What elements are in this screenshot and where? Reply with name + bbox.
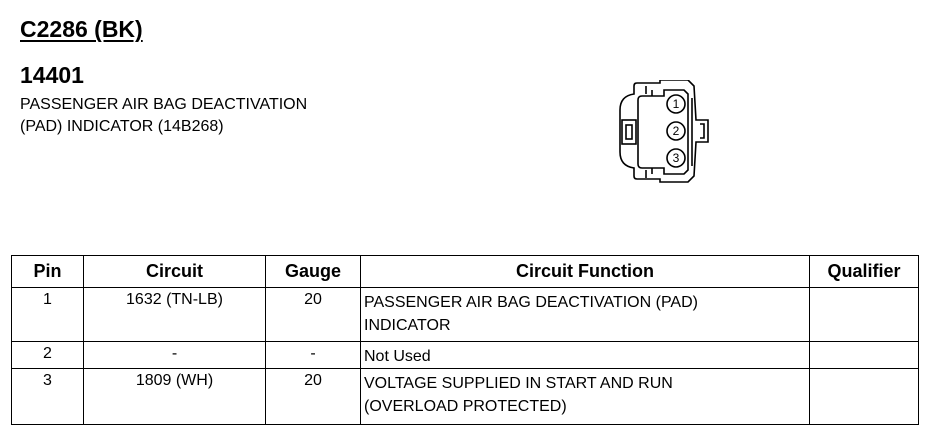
qualifier-cell	[810, 342, 919, 369]
function-line2: INDICATOR	[364, 317, 451, 334]
function-cell	[361, 369, 810, 425]
header-gauge: Gauge	[266, 256, 361, 288]
pin-3-label: 3	[672, 151, 680, 165]
header-circuit-function: Circuit Function	[361, 256, 810, 288]
connector-latch	[622, 120, 636, 144]
component-description-line2: (PAD) INDICATOR (14B268)	[20, 118, 224, 135]
gauge-cell: 20	[266, 369, 361, 425]
pin-table	[11, 255, 919, 425]
qualifier-cell	[810, 288, 919, 342]
table-row	[12, 342, 919, 369]
header-pin: Pin	[12, 256, 84, 288]
gauge-cell: 20	[266, 288, 361, 342]
function-cell	[361, 288, 810, 342]
qualifier-cell	[810, 369, 919, 425]
component-description-line1: PASSENGER AIR BAG DEACTIVATION	[20, 96, 308, 113]
connector-latch-inner	[626, 125, 632, 139]
pin-cell: 2	[12, 342, 84, 369]
connector-cavity	[638, 90, 688, 174]
table-header-row	[12, 256, 919, 288]
function-line2: (OVERLOAD PROTECTED)	[364, 398, 567, 415]
function-line1: PASSENGER AIR BAG DEACTIVATION (PAD)	[364, 294, 698, 311]
header-qualifier: Qualifier	[810, 256, 919, 288]
pin-2-label: 2	[672, 124, 680, 138]
pin-cell: 1	[12, 288, 84, 342]
circuit-cell: -	[84, 342, 266, 369]
gauge-cell: -	[266, 342, 361, 369]
table-row	[12, 288, 919, 342]
function-cell	[361, 342, 810, 369]
pin-1-label: 1	[672, 97, 680, 111]
function-line1: Not Used	[364, 348, 431, 365]
connector-id: C2286 (BK)	[20, 16, 143, 42]
table-row	[12, 369, 919, 425]
circuit-cell: 1809 (WH)	[84, 369, 266, 425]
circuit-cell: 1632 (TN-LB)	[84, 288, 266, 342]
part-number: 14401	[20, 62, 84, 88]
header-circuit: Circuit	[84, 256, 266, 288]
function-line1: VOLTAGE SUPPLIED IN START AND RUN	[364, 375, 673, 392]
pin-cell: 3	[12, 369, 84, 425]
connector-face-drawing	[612, 80, 722, 184]
